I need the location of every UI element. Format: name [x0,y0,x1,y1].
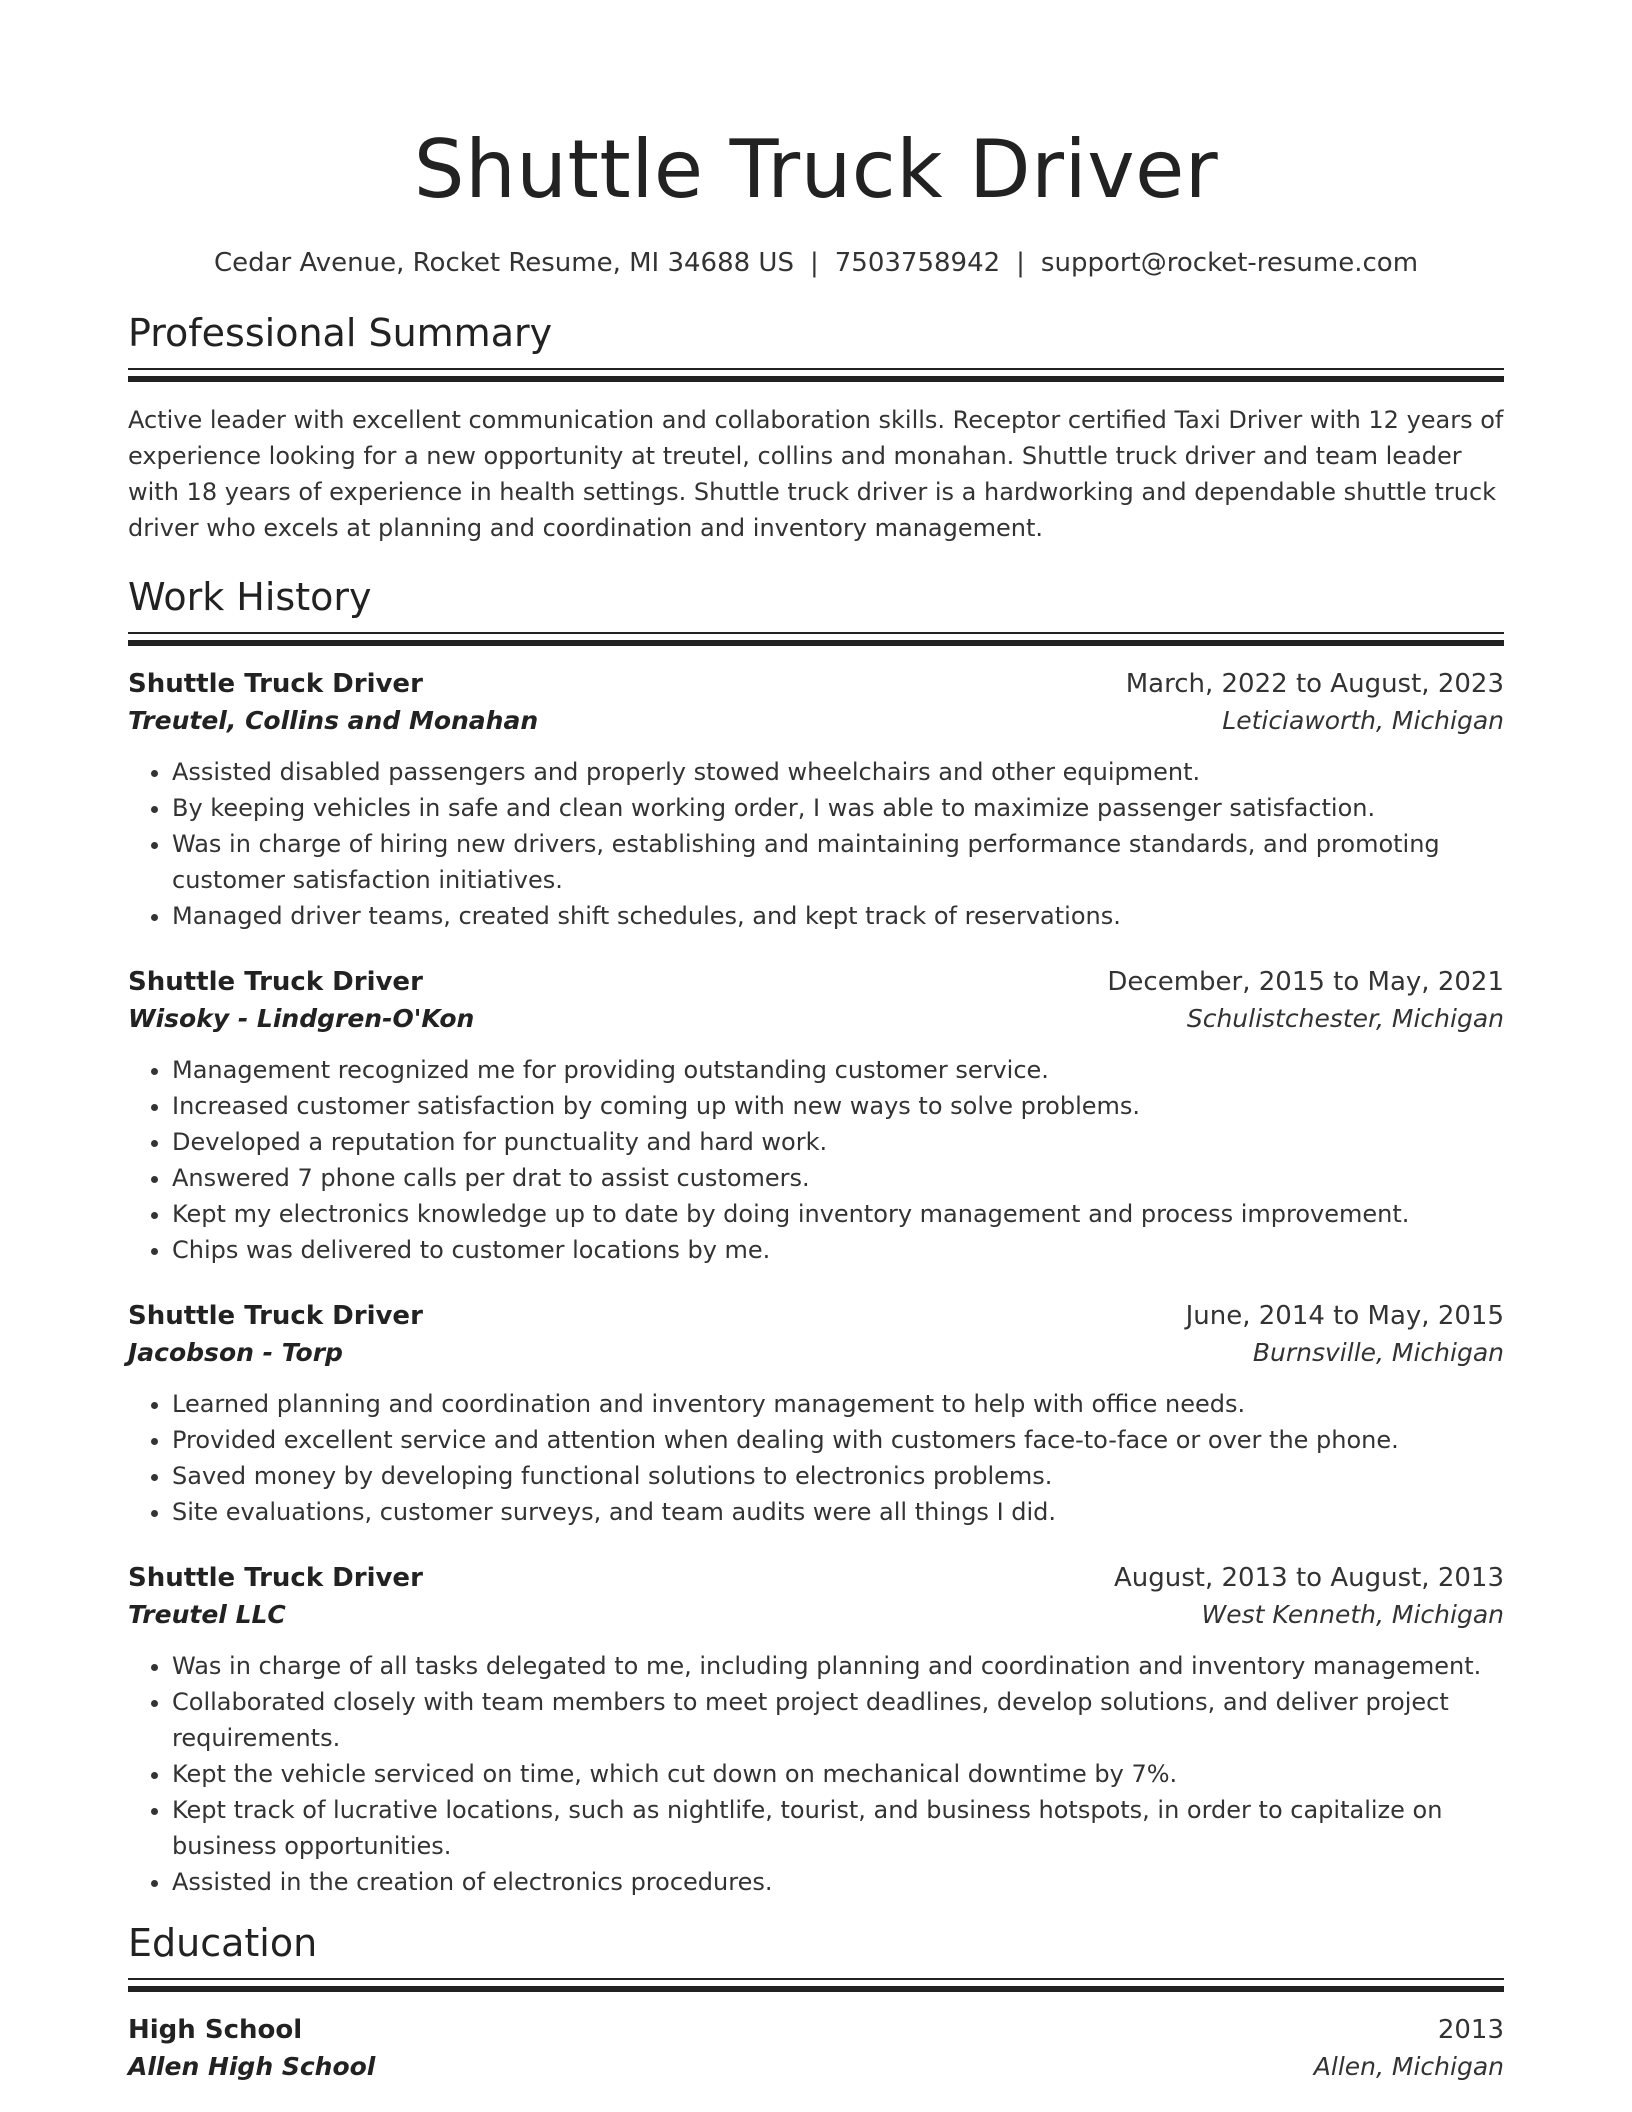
work-history-section [128,574,1504,1900]
job-header-row [128,666,1504,702]
job-company-row [128,1596,1504,1634]
education-section [128,1920,1504,2086]
job-bullet: • Was in charge of all tasks delegated to me, including planning and coordination and inventory management. [172,1648,1504,1684]
job-location: Burnsville, Michigan [1252,1338,1504,1367]
job-dates: December, 2015 to May, 2021 [1107,967,1504,997]
job-bullet: • Kept my electronics knowledge up to date by doing inventory management and process improvement. [172,1196,1504,1232]
job-title: Shuttle Truck Driver [128,669,423,699]
section-rule-thin [128,368,1504,370]
job-bullet: • Managed driver teams, created shift schedules, and kept track of reservations. [172,898,1504,934]
section-rule-thick [128,640,1504,646]
job-title: Shuttle Truck Driver [128,1563,423,1593]
education-year: 2013 [1437,2015,1504,2045]
resume-name-heading: Shuttle Truck Driver [413,123,1219,216]
job-location: Schulistchester, Michigan [1186,1004,1504,1033]
job-bullets [128,1052,1504,1268]
job-entry [128,666,1504,934]
contact-line [128,246,1504,280]
job-company-row [128,1334,1504,1372]
job-bullet: • Management recognized me for providing outstanding customer service. [172,1052,1504,1088]
job-entry [128,964,1504,1268]
job-bullet: • Site evaluations, customer surveys, and team audits were all things I did. [172,1494,1504,1530]
job-bullet: • Assisted in the creation of electronics procedures. [172,1864,1504,1900]
education-entry [128,2012,1504,2086]
job-bullet: • Answered 7 phone calls per drat to assist customers. [172,1160,1504,1196]
education-location: Allen, Michigan [1313,2052,1504,2081]
section-rule-thick [128,1986,1504,1992]
job-bullets [128,1648,1504,1900]
job-bullet: • Learned planning and coordination and inventory management to help with office needs. [172,1386,1504,1422]
job-bullet: • Collaborated closely with team members to meet project deadlines, develop solutions, and deliver project requirements. [172,1684,1504,1756]
contact-separator: | [1016,248,1025,278]
resume-page [128,0,1504,2086]
contact-email: support@rocket-resume.com [1040,248,1419,278]
job-header-row [128,964,1504,1000]
job-bullet: • Assisted disabled passengers and properly stowed wheelchairs and other equipment. [172,754,1504,790]
job-bullet: • Increased customer satisfaction by coming up with new ways to solve problems. [172,1088,1504,1124]
job-location: West Kenneth, Michigan [1201,1600,1504,1629]
contact-phone: 7503758942 [834,248,1001,278]
job-title: Shuttle Truck Driver [128,967,423,997]
job-header-row [128,1560,1504,1596]
job-header-row [128,1298,1504,1334]
job-bullet: • Developed a reputation for punctuality and hard work. [172,1124,1504,1160]
job-bullet: • By keeping vehicles in safe and clean working order, I was able to maximize passenger satisfaction. [172,790,1504,826]
job-bullet: • Chips was delivered to customer locations by me. [172,1232,1504,1268]
job-entry [128,1298,1504,1530]
section-rule-thin [128,632,1504,634]
education-school: Allen High School [128,2052,376,2081]
job-dates: March, 2022 to August, 2023 [1125,669,1504,699]
section-rule-thick [128,376,1504,382]
job-bullet: • Provided excellent service and attention when dealing with customers face-to-face or over the phone. [172,1422,1504,1458]
job-entry [128,1560,1504,1900]
job-bullets [128,754,1504,934]
job-company: Treutel LLC [128,1600,286,1629]
contact-separator: | [809,248,819,278]
summary-section [128,310,1504,546]
contact-address: Cedar Avenue, Rocket Resume, MI 34688 US [213,248,794,278]
job-bullets [128,1386,1504,1530]
job-bullet: • Kept track of lucrative locations, such as nightlife, tourist, and business hotspots, in order to capitalize on business opportunities. [172,1792,1504,1864]
job-title: Shuttle Truck Driver [128,1301,423,1331]
summary-text: Active leader with excellent communication and collaboration skills. Receptor certified Taxi Driver with 12 years of experience looking for a new opportunity at treutel, collins and monahan. Shuttle truck driver and team leader with 18 years of experience in health settings. Shuttle truck driver is a hardworking and dependable shuttle truck driver who excels at planning and coordination and inventory management. [128,406,1504,542]
section-title-summary: Professional Summary [128,311,553,355]
job-company-row [128,702,1504,740]
education-school-row [128,2048,1504,2086]
job-dates: June, 2014 to May, 2015 [1185,1301,1504,1331]
section-title-work-history: Work History [128,575,372,619]
job-location: Leticiaworth, Michigan [1222,706,1504,735]
education-header-row [128,2012,1504,2048]
section-title-education: Education [128,1921,318,1965]
job-bullet: • Kept the vehicle serviced on time, which cut down on mechanical downtime by 7%. [172,1756,1504,1792]
job-company: Treutel, Collins and Monahan [128,706,539,735]
section-rule-thin [128,1978,1504,1980]
job-company: Wisoky - Lindgren-O'Kon [128,1004,475,1033]
job-bullet: • Was in charge of hiring new drivers, establishing and maintaining performance standards, and promoting customer satisfaction initiatives. [172,826,1504,898]
education-degree: High School [128,2015,303,2045]
job-dates: August, 2013 to August, 2013 [1114,1563,1504,1593]
job-company-row [128,1000,1504,1038]
job-bullet: • Saved money by developing functional solutions to electronics problems. [172,1458,1504,1494]
job-company: Jacobson - Torp [128,1338,343,1367]
